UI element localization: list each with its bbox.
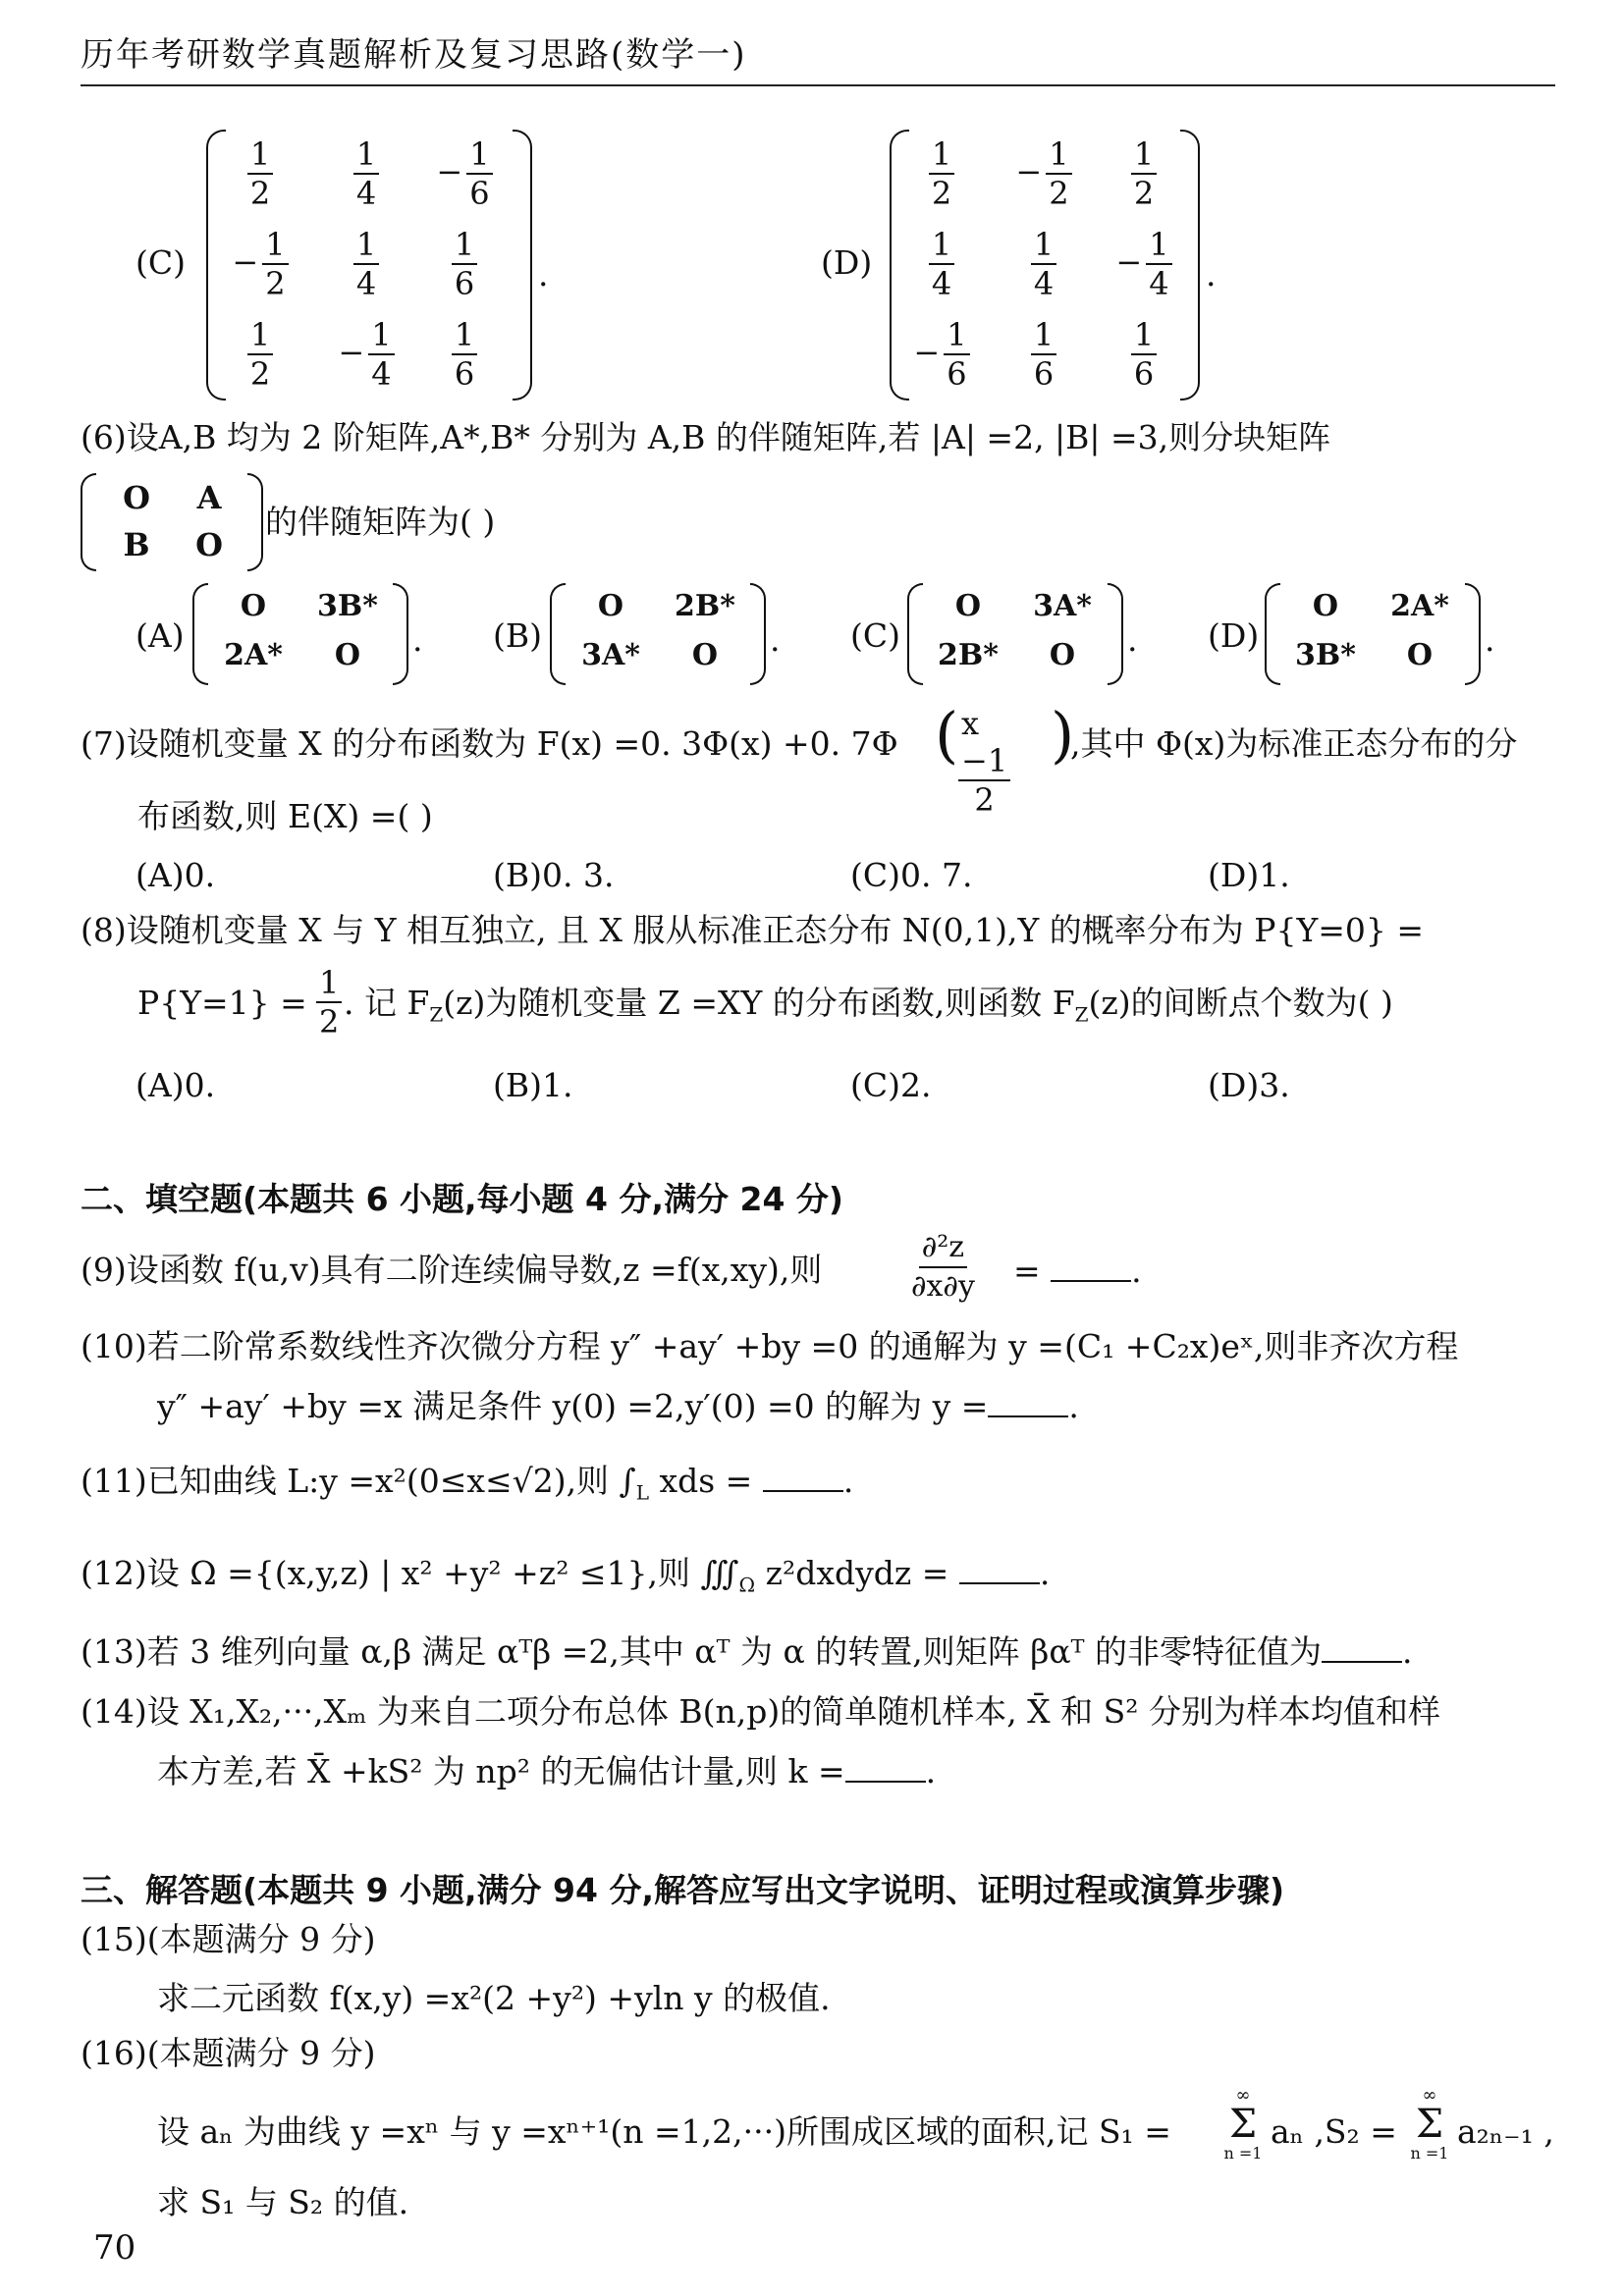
q6-option-cell: O (597, 589, 624, 623)
q6-block-cell: O (195, 526, 223, 563)
q7-frac-num: x −1 (958, 705, 1010, 781)
q5-option-c-matrix (206, 130, 532, 400)
q7-option[interactable]: (C)0. 7. (850, 856, 973, 894)
q7-option[interactable]: (D)1. (1208, 856, 1290, 894)
q5-c-matrix-cell: $\frac{1}{6}$ (420, 316, 509, 393)
q11-answer-blank[interactable] (763, 1461, 843, 1492)
header-rule (81, 84, 1555, 86)
q16-sum1: ∞ Σ n =1 (1219, 2087, 1267, 2163)
q6-line1: (6)设A,B 均为 2 阶矩阵,A*,B* 分别为 A,B 的伴随矩阵,若 |A| =2, |B| =3,则分块矩阵 (81, 418, 1331, 456)
q8-option[interactable]: (A)0. (135, 1066, 216, 1104)
q9-answer-blank[interactable] (1051, 1251, 1131, 1282)
q5-c-matrix-cell: $\frac{1}{4}$ (322, 226, 410, 302)
q9-text-a: (9)设函数 f(u,v)具有二阶连续偏导数,z =f(x,xy),则 (81, 1251, 823, 1289)
q5-d-matrix-cell: $\frac{1}{2}$ (897, 135, 986, 212)
q13-answer-blank[interactable] (1322, 1631, 1402, 1663)
q16-line1a: 设 aₙ 为曲线 y =xⁿ 与 y =xⁿ⁺¹(n =1,2,···)所围成区域的面积,记 S₁ = (157, 2112, 1171, 2151)
q8-text-d: (z)的间断点个数为( ) (1088, 984, 1393, 1022)
q6-option-cell: 2B* (675, 589, 735, 623)
q9-eq: = (1013, 1252, 1052, 1290)
q6-option-matrix (907, 583, 1123, 685)
q6-option-period: . (412, 620, 423, 659)
q14-text: 本方差,若 X̄ +kS² 为 np² 的无偏估计量,则 k = (157, 1752, 845, 1790)
q15-label: (15)(本题满分 9 分) (81, 1920, 376, 1958)
q12-text-b: z²dxdydz = (755, 1554, 959, 1592)
q12-sub: Ω (738, 1573, 756, 1597)
q7-option[interactable]: (B)0. 3. (493, 856, 615, 894)
q12-text-a: (12)设 Ω ={(x,y,z) | x² +y² +z² ≤1},则 ∭ (81, 1554, 739, 1592)
q6-option-cell: 2B* (938, 638, 999, 672)
q8-line2-rest (344, 984, 1393, 1035)
q6-line2: 的伴随矩阵为( ) (265, 503, 496, 541)
q16-sum2: ∞ Σ n =1 (1406, 2087, 1453, 2163)
q12-line: (12)设 Ω ={(x,y,z) | x² +y² +z² ≤1},则 $∭_\Omega$ z²dxdydz = . (81, 1554, 1051, 1597)
q6-option-cell: O (334, 638, 361, 672)
q12-answer-blank[interactable] (959, 1553, 1040, 1584)
q10-line2: y″ +ay′ +by =x 满足条件 y(0) =2,y′(0) =0 的解为 y = . (157, 1387, 1079, 1425)
q6-option-cell: 3A* (1033, 589, 1092, 623)
q8-option[interactable]: (B)1. (493, 1066, 573, 1104)
q16-sum1-term: aₙ ,S₂ = (1271, 2112, 1397, 2151)
section-2-title: 二、填空题(本题共 6 小题,每小题 4 分,满分 24 分) (81, 1180, 844, 1218)
q5-d-matrix-cell: − $\frac{1}{6}$ (897, 316, 986, 393)
q8-frac-num: 1 (316, 964, 342, 1003)
q8-option[interactable]: (D)3. (1208, 1066, 1290, 1104)
q6-option-cell: O (1312, 589, 1339, 623)
q6-block-matrix (81, 473, 263, 571)
q6-option-label[interactable]: (A) (135, 616, 185, 655)
q11-text-a: (11)已知曲线 L:y =x²(0≤x≤√2),则 ∫ (81, 1462, 636, 1500)
q7-line2: 布函数,则 E(X) =( ) (137, 797, 433, 835)
section-3-title: 三、解答题(本题共 9 小题,满分 94 分,解答应写出文字说明、证明过程或演算步骤) (81, 1871, 1285, 1909)
q9-answer: = . (1013, 1252, 1142, 1290)
q5-c-matrix-cell: $\frac{1}{6}$ (420, 226, 509, 302)
q6-option-cell: O (1049, 638, 1076, 672)
q5-option-d-label: (D) (821, 243, 873, 282)
q6-option-cell: O (240, 589, 267, 623)
q13-text: (13)若 3 维列向量 α,β 满足 αᵀβ =2,其中 αᵀ 为 α 的转置,则矩阵 βαᵀ 的非零特征值为 (81, 1632, 1322, 1671)
q5-d-matrix-cell: $\frac{1}{6}$ (1100, 316, 1188, 393)
q6-block-cell: B (123, 526, 150, 563)
q16-label: (16)(本题满分 9 分) (81, 2034, 376, 2072)
q8-sub-z: Z (429, 1002, 444, 1027)
q9-frac-den: ∂x∂y (911, 1269, 975, 1304)
q6-option-cell: 3B* (317, 589, 378, 623)
page-number: 70 (93, 2228, 136, 2268)
q5-option-d-matrix (890, 130, 1200, 400)
q8-fraction (316, 964, 342, 1041)
q6-option-cell: O (1406, 638, 1434, 672)
q7-option[interactable]: (A)0. (135, 856, 216, 894)
q8-option[interactable]: (C)2. (850, 1066, 932, 1104)
q5-d-matrix-cell: $\frac{1}{4}$ (897, 226, 986, 302)
q16-sum2-term: a₂ₙ₋₁ , (1457, 2112, 1554, 2151)
q6-option-cell: 3B* (1295, 638, 1356, 672)
q5-c-matrix-cell: − $\frac{1}{6}$ (420, 135, 509, 212)
q10-answer-blank[interactable] (988, 1386, 1068, 1417)
q5-c-matrix-cell: − $\frac{1}{2}$ (216, 226, 304, 302)
q11-sub: L (635, 1480, 650, 1505)
q11-line: (11)已知曲线 L:y =x²(0≤x≤√2),则 $\int_L$ xds = . (81, 1462, 854, 1505)
q8-line2a: P{Y=1} = (137, 984, 307, 1022)
q11-text-b: xds = (649, 1462, 763, 1500)
q16-sum1-bottom: n =1 (1223, 2144, 1263, 2163)
running-header: 历年考研数学真题解析及复习思路(数学一) (81, 35, 747, 75)
q6-option-matrix (1265, 583, 1481, 685)
q5-d-matrix-cell: − $\frac{1}{4}$ (1100, 226, 1188, 302)
q6-option-label[interactable]: (C) (850, 616, 900, 655)
q8-frac-den: 2 (319, 1003, 340, 1041)
q7-line1b: ,其中 Φ(x)为标准正态分布的分 (1070, 724, 1518, 763)
q14-line1: (14)设 X₁,X₂,···,Xₘ 为来自二项分布总体 B(n,p)的简单随机样本, X̄ 和 S² 分别为样本均值和样 (81, 1692, 1440, 1731)
q6-option-period: . (1127, 620, 1138, 659)
q5-d-matrix-cell: $\frac{1}{4}$ (1000, 226, 1088, 302)
q16-sum2-top: ∞ (1422, 2085, 1437, 2106)
q5-c-matrix-cell: $\frac{1}{2}$ (216, 316, 304, 393)
q5-c-matrix-cell: $\frac{1}{4}$ (322, 135, 410, 212)
q6-option-cell: 2A* (224, 638, 283, 672)
q9-fraction (911, 1229, 975, 1306)
q6-option-label[interactable]: (D) (1208, 616, 1260, 655)
q5-d-matrix-cell: − $\frac{1}{2}$ (1000, 135, 1088, 212)
q5-c-matrix-cell: − $\frac{1}{4}$ (322, 316, 410, 393)
q16-sum1-top: ∞ (1235, 2085, 1251, 2106)
q5-d-period: . (1206, 255, 1217, 294)
q7-frac-den: 2 (974, 781, 995, 819)
q6-option-period: . (770, 620, 781, 659)
q5-d-matrix-cell: $\frac{1}{2}$ (1100, 135, 1188, 212)
q8-text-c: (z)为随机变量 Z =XY 的分布函数,则函数 F (443, 984, 1075, 1022)
q6-option-cell: O (954, 589, 982, 623)
q6-block-cell: A (196, 479, 222, 516)
q9-frac-num: ∂²z (919, 1229, 967, 1268)
q16-sum2-bottom: n =1 (1410, 2144, 1449, 2163)
q6-block-cell: O (123, 479, 150, 516)
q5-option-c-label: (C) (135, 243, 186, 282)
q15-text: 求二元函数 f(x,y) =x²(2 +y²) +yln y 的极值. (157, 1979, 831, 2017)
q10-text: y″ +ay′ +by =x 满足条件 y(0) =2,y′(0) =0 的解为 y = (157, 1387, 989, 1425)
q6-option-cell: 3A* (581, 638, 640, 672)
q5-c-period: . (538, 255, 549, 294)
q8-line1: (8)设随机变量 X 与 Y 相互独立, 且 X 服从标准正态分布 N(0,1),Y 的概率分布为 P{Y=0} = (81, 911, 1425, 949)
q6-option-cell: 2A* (1390, 589, 1449, 623)
q6-option-label[interactable]: (B) (493, 616, 542, 655)
q14-answer-blank[interactable] (845, 1751, 926, 1783)
q5-c-matrix-cell: $\frac{1}{2}$ (216, 135, 304, 212)
q6-option-cell: O (691, 638, 719, 672)
q10-line1: (10)若二阶常系数线性齐次微分方程 y″ +ay′ +by =0 的通解为 y =(C₁ +C₂x)eˣ,则非齐次方程 (81, 1327, 1459, 1365)
q13-line: (13)若 3 维列向量 α,β 满足 αᵀβ =2,其中 αᵀ 为 α 的转置,则矩阵 βαᵀ 的非零特征值为 . (81, 1632, 1413, 1671)
q6-option-matrix (192, 583, 408, 685)
q16-line2: 求 S₁ 与 S₂ 的值. (157, 2183, 409, 2221)
q5-d-matrix-cell: $\frac{1}{6}$ (1000, 316, 1088, 393)
q6-option-matrix (550, 583, 766, 685)
q8-sub-z2: Z (1074, 1002, 1089, 1027)
q8-text-b: . 记 F (344, 984, 430, 1022)
q14-line2: 本方差,若 X̄ +kS² 为 np² 的无偏估计量,则 k = . (157, 1752, 937, 1790)
q7-line1a: (7)设随机变量 X 的分布函数为 F(x) =0. 3Φ(x) +0. 7Φ (81, 724, 898, 763)
q6-option-period: . (1485, 620, 1495, 659)
